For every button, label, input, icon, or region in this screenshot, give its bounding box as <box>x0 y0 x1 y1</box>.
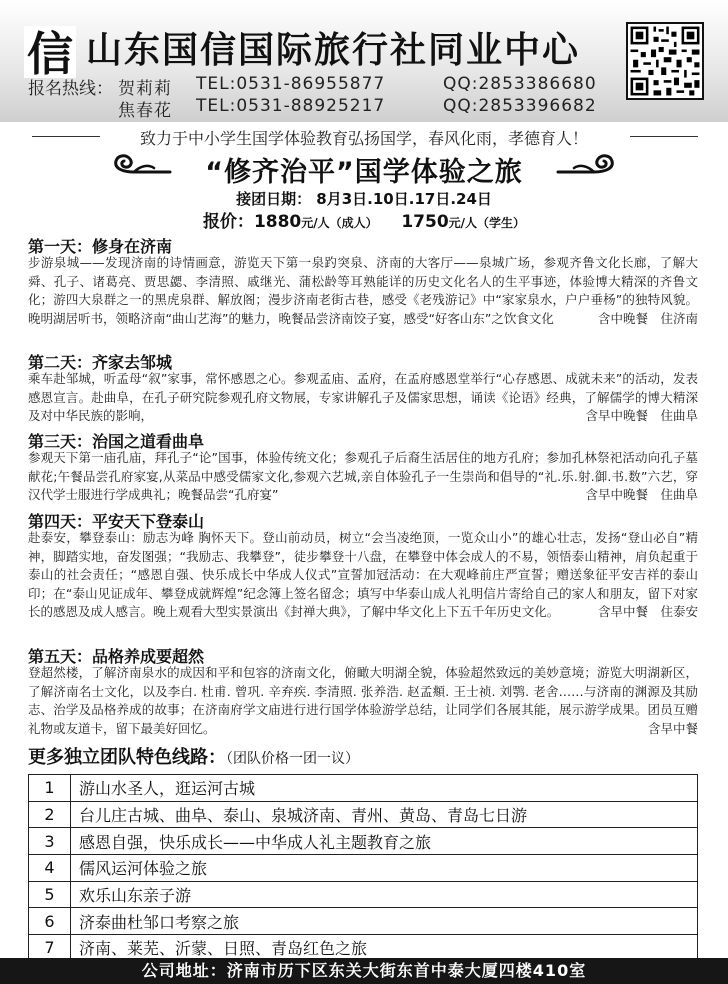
slogan-bar <box>0 124 728 150</box>
table-row <box>29 775 698 802</box>
table-row <box>29 908 698 935</box>
price-label: 报价： <box>202 212 254 232</box>
contact-qq: QQ:2853386680 <box>443 74 597 94</box>
day-title: 第三天：治国之道看曲阜 <box>28 432 205 451</box>
day-description: 乘车赴邹城，听孟母“叙”家事，常怀感恩之心。参观孟庙、孟府，在孟府感恩堂举行“心存感恩、成就未来”的活动，发表感恩宣言。赴曲阜，在孔子研究院参观孔府文物展，专家讲解孔子及儒家思想，诵读《论语》经典，了解儒学的博大精深及对中华民族的影响， <box>28 371 698 424</box>
company-address-footer: 公司地址：济南市历下区东关大街东首中泰大厦四楼410室 <box>0 958 728 984</box>
route-name: 济泰曲杜邹口考察之旅 <box>71 908 698 935</box>
slogan-divider-right <box>630 136 698 137</box>
route-number: 4 <box>29 855 71 882</box>
day-itinerary <box>28 254 698 328</box>
route-number: 6 <box>29 908 71 935</box>
route-number: 2 <box>29 801 71 828</box>
price-line <box>0 207 728 232</box>
adult-unit: 元/人（成人） <box>301 216 378 230</box>
meal-lodging-note: 含中晚餐 住济南 <box>597 310 698 326</box>
day-title: 第五天：品格养成要超然 <box>28 647 205 666</box>
day-description: 步游泉城——发现济南的诗情画意，游览天下第一泉趵突泉、济南的大客厅——泉城广场，参观齐鲁文化长廊，了解大舜、孔子、诸葛亮、贾思勰、李清照、戚继光、蒲松龄等耳熟能详的历史文化名人的生平事迹，体验博大精深的齐鲁文化；游四大泉群之一的黑虎泉群、解放阁；漫步济南老街古巷，感受《老残游记》中“家家泉水，户户垂杨”的独特风貌。晚明湖居听书，领略济南“曲山艺海”的魅力，晚餐品尝济南饺子宴，感受“好客山东”之饮食文化 <box>28 255 698 326</box>
trip-title: “修齐治平”国学体验之旅 <box>205 157 523 188</box>
header-banner <box>0 0 728 122</box>
contact-name: 贺莉莉 <box>118 79 172 99</box>
day-title: 第二天：齐家去邹城 <box>28 353 173 372</box>
route-number: 7 <box>29 935 71 962</box>
route-name: 济南、莱芜、沂蒙、日照、青岛红色之旅 <box>71 935 698 962</box>
table-row <box>29 801 698 828</box>
table-row <box>29 855 698 882</box>
meal-lodging-note: 含早中餐 <box>647 720 698 736</box>
meal-lodging-note: 含早中餐 住泰安 <box>597 604 698 620</box>
route-number: 1 <box>29 775 71 802</box>
routes-table <box>28 774 698 962</box>
day-description: 赴泰安，攀登泰山：励志为峰 胸怀天下。登山前动员，树立“会当凌绝顶，一览众山小”的雄心壮志，发扬“登山必自”精神，脚踏实地，奋发图强；“我励志、我攀登”，徒步攀登十八盘，在攀登中体会成人的不易，领悟泰山精神，肩负起重于泰山的社会责任；“感恩自强、快乐成长中华成人仪式”宣誓加冠活动：在大观峰前庄严宣誓；赠送象征平安吉祥的泰山印；在“泰山见证成年、攀登成就辉煌”纪念簿上签名留念；填写中华泰山成人礼明信片寄给自己的家人和朋友，留下对家长的感恩及成人感言。晚上观看大型实景演出《封禅大典》，了解中华文化上下五千年历史文化。 <box>28 530 698 620</box>
route-name: 欢乐山东亲子游 <box>71 881 698 908</box>
more-routes-title: 更多独立团队特色线路： <box>28 747 226 768</box>
route-name: 感恩自强，快乐成长——中华成人礼主题教育之旅 <box>71 828 698 855</box>
day-itinerary <box>28 529 698 622</box>
day-description: 登超然楼，了解济南泉水的成因和平和包容的济南文化，俯瞰大明湖全貌，体验超然致远的美妙意境；游览大明湖新区，了解济南名士文化，以及李白. 杜甫. 曾巩. 辛弃疾. 李清照. 张养浩. 赵孟頫. 王士祯. 刘鹗. 老舍……与济南的渊源及其励志、治学及品格养成的故事；在济南府学文庙进行进行国学体验游学总结，让同学们各展其能，展示游学成果。团员互赠礼物或友道卡，留下最美好回忆。 <box>28 665 698 736</box>
contact-name: 焦春花 <box>118 101 172 121</box>
hotline-label: 报名热线： <box>28 79 113 99</box>
contact-tel: TEL:0531-88925217 <box>196 96 386 116</box>
day-title: 第一天：修身在济南 <box>28 237 173 256</box>
student-price: 1750 <box>401 212 449 232</box>
contact-qq: QQ:2853396682 <box>443 96 597 116</box>
route-name: 台儿庄古城、曲阜、泰山、泉城济南、青州、黄岛、青岛七日游 <box>71 801 698 828</box>
route-number: 5 <box>29 881 71 908</box>
meal-lodging-note: 含早中晚餐 住曲阜 <box>585 487 698 503</box>
table-row <box>29 881 698 908</box>
day-itinerary <box>28 449 698 505</box>
route-name: 游山水圣人，逛运河古城 <box>71 775 698 802</box>
table-row <box>29 828 698 855</box>
day-itinerary <box>28 370 698 426</box>
meal-lodging-note: 含早中晚餐 住曲阜 <box>585 408 698 424</box>
student-unit: 元/人（学生） <box>448 216 526 230</box>
route-number: 3 <box>29 828 71 855</box>
adult-price: 1880 <box>253 212 302 232</box>
contact-tel: TEL:0531-86955877 <box>196 74 386 94</box>
company-logo <box>22 24 78 80</box>
departure-dates: 接团日期： 8月3日.10日.17日.24日 <box>236 190 492 208</box>
more-routes-heading <box>28 743 359 769</box>
slogan-text: 致力于中小学生国学体验教育弘扬国学，春风化雨，孝德育人！ <box>139 129 588 148</box>
route-name: 儒风运河体验之旅 <box>71 855 698 882</box>
more-routes-note: （团队价格一团一议） <box>226 751 359 767</box>
day-title: 第四天：平安天下登泰山 <box>28 512 205 531</box>
day-description: 参观天下第一庙孔庙，拜孔子“论”国事，体验传统文化；参观孔子后裔生活居住的地方孔府；参加孔林祭祀活动向孔子墓献花;午餐品尝孔府家宴,从菜品中感受儒家文化,参观六艺城,亲自体验孔子一生崇尚和倡导的“礼.乐.射.御.书.数”六艺，穿汉代学士服进行学成典礼；晚餐品尝“孔府宴” <box>28 450 698 503</box>
qr-code-icon <box>626 22 704 100</box>
company-name: 山东国信国际旅行社同业中心 <box>86 30 581 71</box>
logo-char: 信 <box>27 27 73 80</box>
day-itinerary <box>28 664 698 738</box>
cloud-ornament-right-icon <box>554 150 624 184</box>
